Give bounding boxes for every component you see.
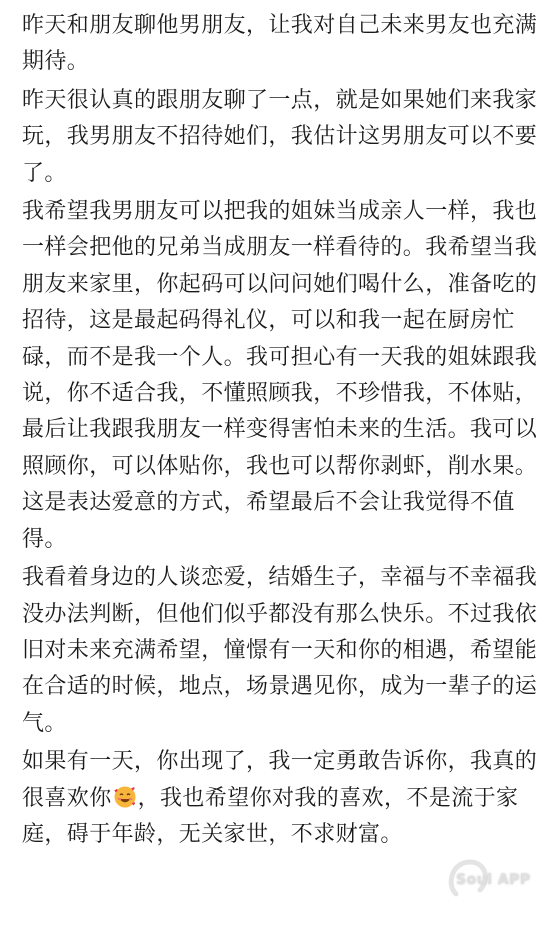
post-paragraph-5-start: 如果有一天，你出现了，我一定勇敢告诉你，我真的很喜欢你 [22,749,538,811]
post-body [22,8,544,855]
post-paragraph-3: 我希望我男朋友可以把我的姐妹当成亲人一样，我也一样会把他的兄弟当成朋友一样看待的。我希望当我朋友来家里，你起码可以问问她们喝什么，准备吃的招待，这是最起码得礼仪，可以和我一起在厨房忙碌，而不是我一个人。我可担心有一天我的姐妹跟我说，你不适合我，不懂照顾我，不珍惜我，不体贴，最后让我跟我朋友一样变得害怕未来的生活。我可以照顾你，可以体贴你，我也可以帮你剥虾，削水果。这是表达爱意的方式，希望最后不会让我觉得不值得。 [22,199,538,552]
watermark-text: Soul APP [456,872,531,888]
post-paragraph-5 [22,744,544,853]
post-paragraph-4: 我看着身边的人谈恋爱，结婚生子，幸福与不幸福我没办法判断，但他们似乎都没有那么快乐。不过我依旧对未来充满希望，憧憬有一天和你的相遇，希望能在合适的时候，地点，场景遇见你，成为一辈子的运气。 [22,565,538,736]
post-paragraph-2: 昨天很认真的跟朋友聊了一点，就是如果她们来我家玩，我男朋友不招待她们，我估计这男朋友可以不要了。 [22,87,538,186]
post-paragraph-5-end: ，我也希望你对我的喜欢，不是流于家庭，碍于年龄，无关家世，不求财富。 [22,785,519,847]
smiling-face-with-hearts-icon [113,785,137,809]
soul-app-watermark [436,852,532,910]
post-paragraph-1: 昨天和朋友聊他男朋友，让我对自己未来男友也充满期待。 [22,13,538,75]
